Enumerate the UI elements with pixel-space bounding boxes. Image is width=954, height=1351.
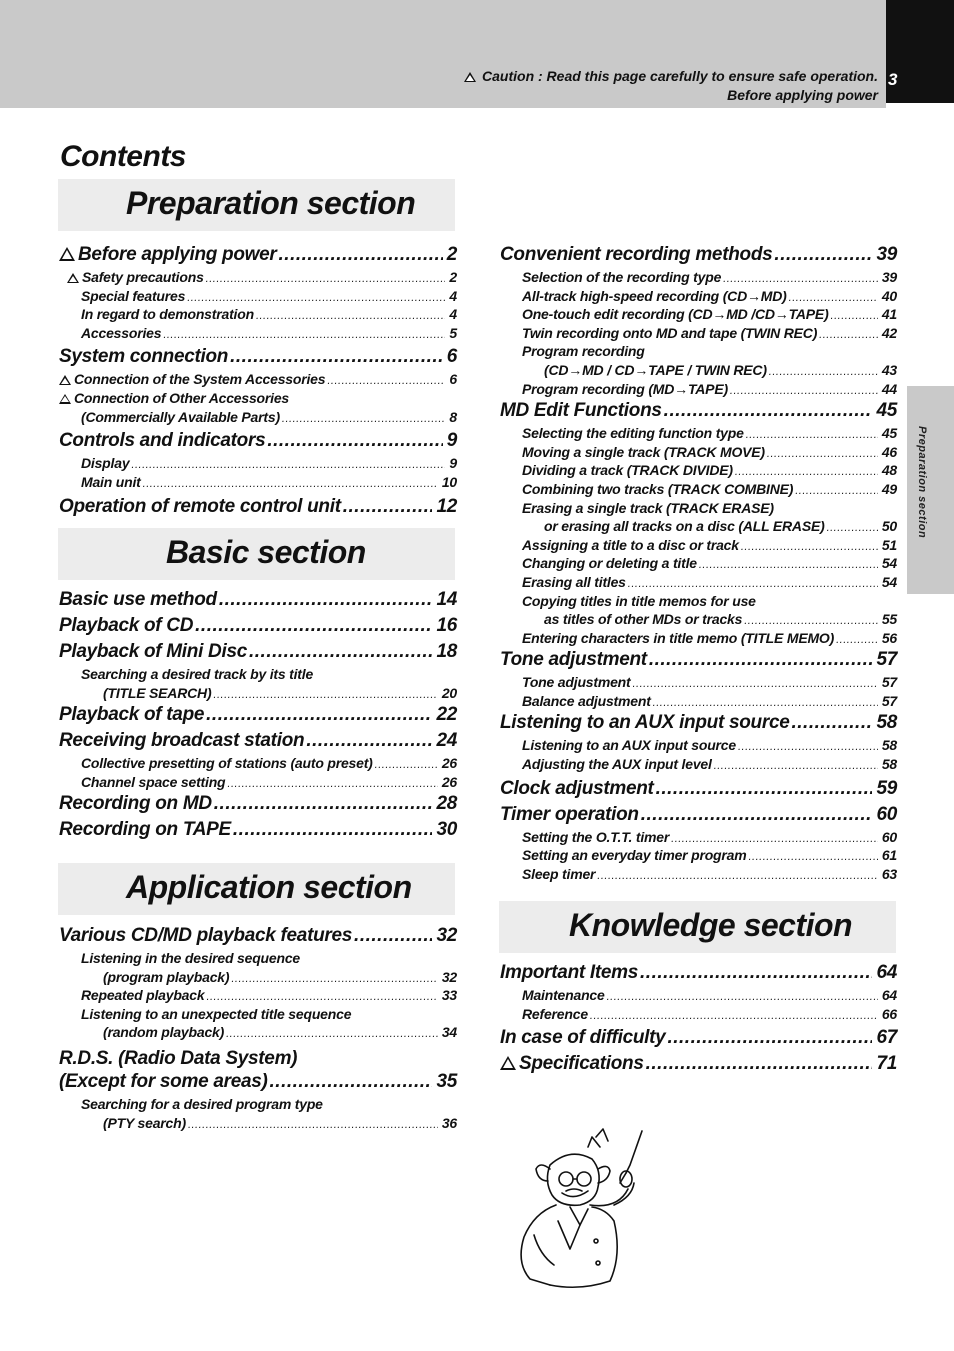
toc-entry[interactable]: Main unit ..... 10 [59, 473, 457, 492]
header-subtitle: Before applying power [727, 87, 878, 103]
toc-entry[interactable]: Combining two tracks (TRACK COMBINE) ..... 49 [500, 480, 897, 499]
toc-entry[interactable]: Special features ..... 4 [59, 287, 457, 306]
toc-entry[interactable]: Playback of Mini Disc ..... 18 [59, 639, 457, 665]
toc-entry[interactable]: Safety precautions ..... 2 [59, 268, 457, 287]
toc-entry[interactable]: Erasing all titles ..... 54 [500, 573, 897, 592]
toc-entry[interactable]: MD Edit Functions ..... 45 [500, 398, 897, 424]
toc-entry[interactable]: In case of difficulty ..... 67 [500, 1025, 897, 1051]
toc-basic [59, 587, 457, 843]
toc-entry[interactable]: Convenient recording methods ..... 39 [500, 242, 897, 268]
toc-entry[interactable]: Dividing a track (TRACK DIVIDE) ..... 48 [500, 461, 897, 480]
warning-icon [59, 394, 71, 404]
toc-entry[interactable]: Adjusting the AUX input level ..... 58 [500, 755, 897, 774]
caution-text: Caution : Read this page carefully to ensure safe operation. [482, 68, 878, 84]
toc-entry[interactable]: Sleep timer ..... 63 [500, 865, 897, 884]
toc-entry[interactable]: Various CD/MD playback features ..... 32 [59, 923, 457, 949]
toc-entry[interactable]: Playback of tape ..... 22 [59, 702, 457, 728]
toc-entry[interactable]: Important Items ..... 64 [500, 960, 897, 986]
toc-entry[interactable]: Changing or deleting a title ..... 54 [500, 554, 897, 573]
toc-entry[interactable]: (program playback) ..... 32 [59, 968, 457, 987]
section-title: Knowledge section [569, 907, 853, 943]
toc-entry[interactable]: Assigning a title to a disc or track ..... 51 [500, 536, 897, 555]
toc-entry[interactable]: R.D.S. (Radio Data System) [59, 1047, 298, 1069]
toc-entry[interactable]: Recording on TAPE ..... 30 [59, 817, 457, 843]
toc-entry[interactable]: Connection of Other Accessories [59, 389, 457, 408]
toc-entry[interactable]: Twin recording onto MD and tape (TWIN REC) ..... 42 [500, 324, 897, 343]
warning-icon [59, 247, 75, 261]
toc-application [59, 923, 457, 1132]
toc-entry[interactable]: Operation of remote control unit ..... 12 [59, 494, 457, 520]
toc-entry[interactable]: Channel space setting ..... 26 [59, 773, 457, 792]
toc-entry[interactable]: Listening to an AUX input source ..... 58 [500, 710, 897, 736]
toc-entry[interactable]: Setting an everyday timer program ..... 61 [500, 846, 897, 865]
toc-entry[interactable]: Reference ..... 66 [500, 1005, 897, 1024]
section-title: Application section [126, 869, 412, 905]
toc-entry[interactable]: All-track high-speed recording (CD→MD) ..... 40 [500, 287, 897, 306]
toc-entry[interactable]: Basic use method ..... 14 [59, 587, 457, 613]
toc-entry[interactable]: Searching for a desired program type [81, 1095, 323, 1112]
toc-entry[interactable]: Receiving broadcast station ..... 24 [59, 728, 457, 754]
toc-entry[interactable]: (Except for some areas) ..... 35 [59, 1069, 457, 1095]
side-tab-label: Preparation section [916, 426, 928, 539]
caution-note [464, 67, 878, 105]
page-title: Contents [60, 140, 186, 173]
section-title: Basic section [166, 534, 366, 570]
section-title: Preparation section [126, 185, 416, 221]
toc-entry[interactable]: Listening in the desired sequence [81, 950, 301, 966]
toc-entry[interactable]: Listening to an unexpected title sequence [81, 1005, 352, 1022]
section-banner-application [58, 863, 455, 915]
toc-entry[interactable]: Entering characters in title memo (TITLE MEMO) ..... 56 [500, 629, 897, 648]
toc-entry[interactable]: Repeated playback ..... 33 [59, 986, 457, 1005]
section-banner-knowledge [499, 901, 896, 953]
toc-entry[interactable]: Connection of the System Accessories ..... 6 [59, 370, 457, 389]
page-number: 3 [888, 70, 898, 89]
toc-entry[interactable]: Program recording [522, 343, 645, 360]
toc-entry[interactable]: Selecting the editing function type ..... 45 [500, 424, 897, 443]
toc-entry[interactable]: Timer operation ..... 60 [500, 802, 897, 828]
toc-entry[interactable]: Specifications ..... 71 [500, 1051, 897, 1077]
toc-entry[interactable]: Maintenance ..... 64 [500, 986, 897, 1005]
toc-entry[interactable]: Clock adjustment ..... 59 [500, 776, 897, 802]
toc-entry[interactable]: (CD→MD / CD→TAPE / TWIN REC) ..... 43 [500, 361, 897, 380]
toc-entry[interactable]: Setting the O.T.T. timer ..... 60 [500, 828, 897, 847]
toc-entry[interactable]: Copying titles in title memos for use [522, 592, 756, 609]
warning-icon [59, 375, 71, 385]
toc-entry[interactable]: (PTY search) ..... 36 [59, 1114, 457, 1133]
toc-entry[interactable]: or erasing all tracks on a disc (ALL ERASE) ..... 50 [500, 517, 897, 536]
toc-entry[interactable]: Tone adjustment ..... 57 [500, 673, 897, 692]
toc-entry[interactable]: Program recording (MD→TAPE) ..... 44 [500, 380, 897, 399]
toc-entry[interactable]: Collective presetting of stations (auto preset) ..... 26 [59, 754, 457, 773]
toc-entry[interactable]: System connection ..... 6 [59, 344, 457, 370]
toc-entry[interactable]: as titles of other MDs or tracks ..... 55 [500, 610, 897, 629]
toc-entry[interactable]: Listening to an AUX input source ..... 58 [500, 736, 897, 755]
doctor-mascot-illustration [510, 1125, 670, 1290]
toc-entry[interactable]: Recording on MD ..... 28 [59, 791, 457, 817]
warning-icon [500, 1056, 516, 1070]
toc-preparation [59, 242, 457, 520]
toc-entry[interactable]: Playback of CD ..... 16 [59, 613, 457, 639]
toc-entry[interactable]: Controls and indicators ..... 9 [59, 428, 457, 454]
warning-icon [464, 72, 476, 82]
toc-entry[interactable]: Moving a single track (TRACK MOVE) ..... 46 [500, 443, 897, 462]
toc-entry[interactable]: In regard to demonstration ..... 4 [59, 305, 457, 324]
toc-entry[interactable]: Erasing a single track (TRACK ERASE) [522, 499, 774, 516]
toc-entry[interactable]: Accessories ..... 5 [59, 324, 457, 343]
toc-entry[interactable]: One-touch edit recording (CD→MD /CD→TAPE) ..... 41 [500, 305, 897, 324]
toc-entry[interactable]: Tone adjustment ..... 57 [500, 647, 897, 673]
section-banner-basic [58, 528, 455, 580]
toc-entry[interactable]: Display ..... 9 [59, 454, 457, 473]
toc-entry[interactable]: Selection of the recording type ..... 39 [500, 268, 897, 287]
warning-icon [67, 273, 79, 283]
toc-entry[interactable]: Balance adjustment ..... 57 [500, 692, 897, 711]
toc-entry[interactable]: Searching a desired track by its title [81, 666, 314, 682]
toc-right-column [500, 242, 897, 883]
toc-entry[interactable]: (TITLE SEARCH) ..... 20 [59, 684, 457, 703]
toc-knowledge [500, 960, 897, 1077]
toc-entry[interactable]: Before applying power ..... 2 [59, 242, 457, 268]
section-banner-preparation [58, 179, 455, 231]
toc-entry[interactable]: (Commercially Available Parts) ..... 8 [59, 408, 457, 427]
toc-entry[interactable]: (random playback) ..... 34 [59, 1023, 457, 1042]
side-tab [907, 386, 954, 594]
